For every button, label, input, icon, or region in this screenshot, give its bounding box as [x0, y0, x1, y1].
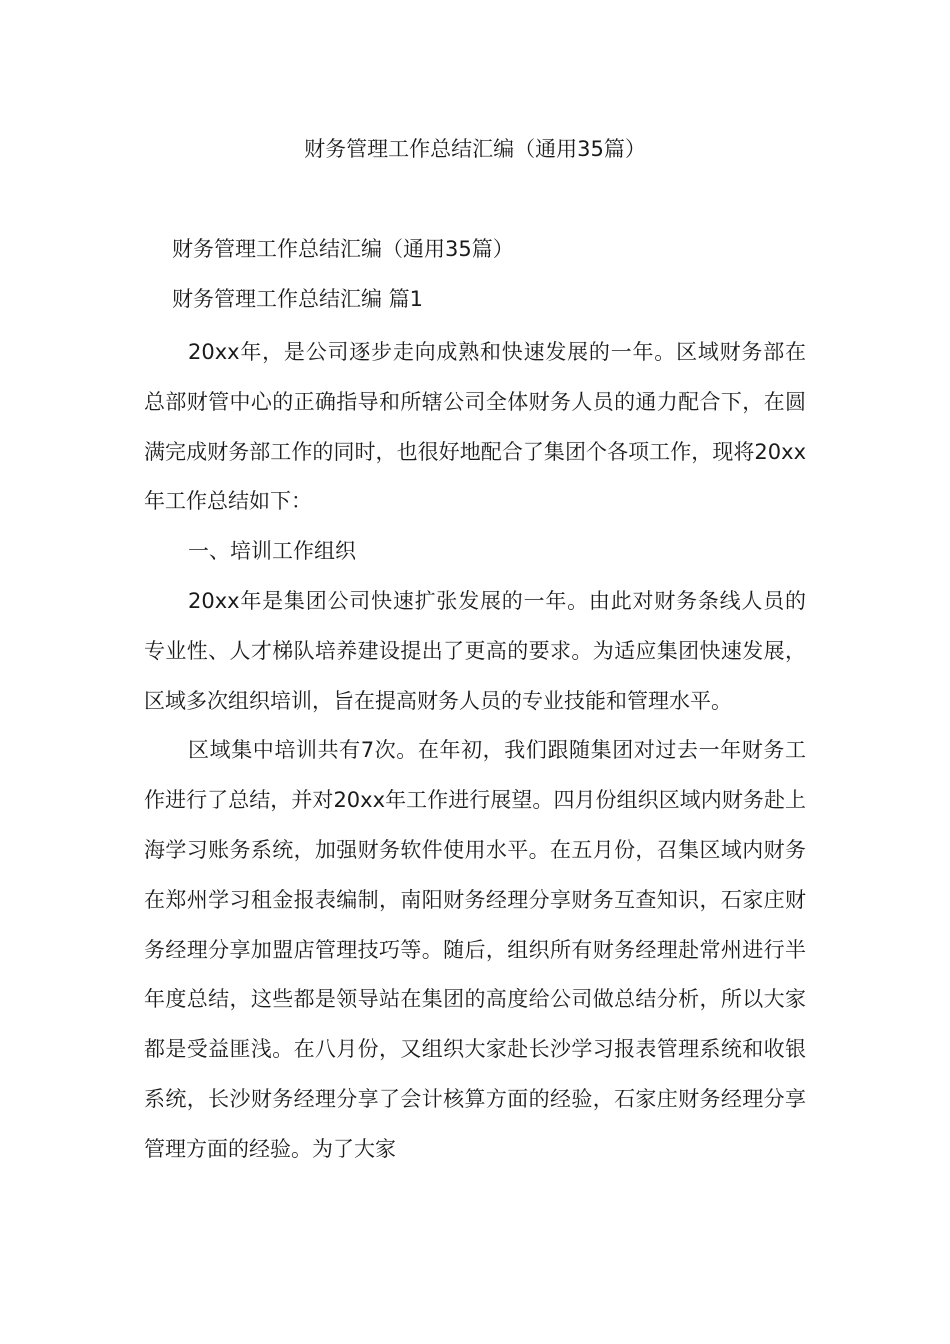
paragraph-training-overview: 20xx年是集团公司快速扩张发展的一年。由此对财务条线人员的专业性、人才梯队培养建设提出了更高的要求。为适应集团快速发展，区域多次组织培训，旨在提高财务人员的专业技能和管理水平。 — [144, 588, 806, 713]
section-heading: 财务管理工作总结汇编 篇1 — [172, 287, 424, 311]
document-subtitle: 财务管理工作总结汇编（通用35篇） — [172, 237, 514, 261]
paragraph-section-heading: 一、培训工作组织 — [188, 539, 356, 564]
document-body — [144, 328, 806, 1175]
paragraph-intro: 20xx年，是公司逐步走向成熟和快速发展的一年。区域财务部在总部财管中心的正确指导和所辖公司全体财务人员的通力配合下，在圆满完成财务部工作的同时，也很好地配合了集团个各项工作，现将20xx年工作总结如下： — [144, 340, 806, 514]
document-title: 财务管理工作总结汇编（通用35篇） — [304, 137, 646, 161]
paragraph-training-details: 区域集中培训共有7次。在年初，我们跟随集团对过去一年财务工作进行了总结，并对20xx年工作进行展望。四月份组织区域内财务赴上海学习账务系统，加强财务软件使用水平。在五月份，召集区域内财务在郑州学习租金报表编制，南阳财务经理分享财务互查知识，石家庄财务经理分享加盟店管理技巧等。随后，组织所有财务经理赴常州进行半年度总结，这些都是领导站在集团的高度给公司做总结分析，所以大家都是受益匪浅。在八月份，又组织大家赴长沙学习报表管理系统和收银系统，长沙财务经理分享了会计核算方面的经验，石家庄财务经理分享管理方面的经验。为了大家 — [144, 738, 806, 1161]
